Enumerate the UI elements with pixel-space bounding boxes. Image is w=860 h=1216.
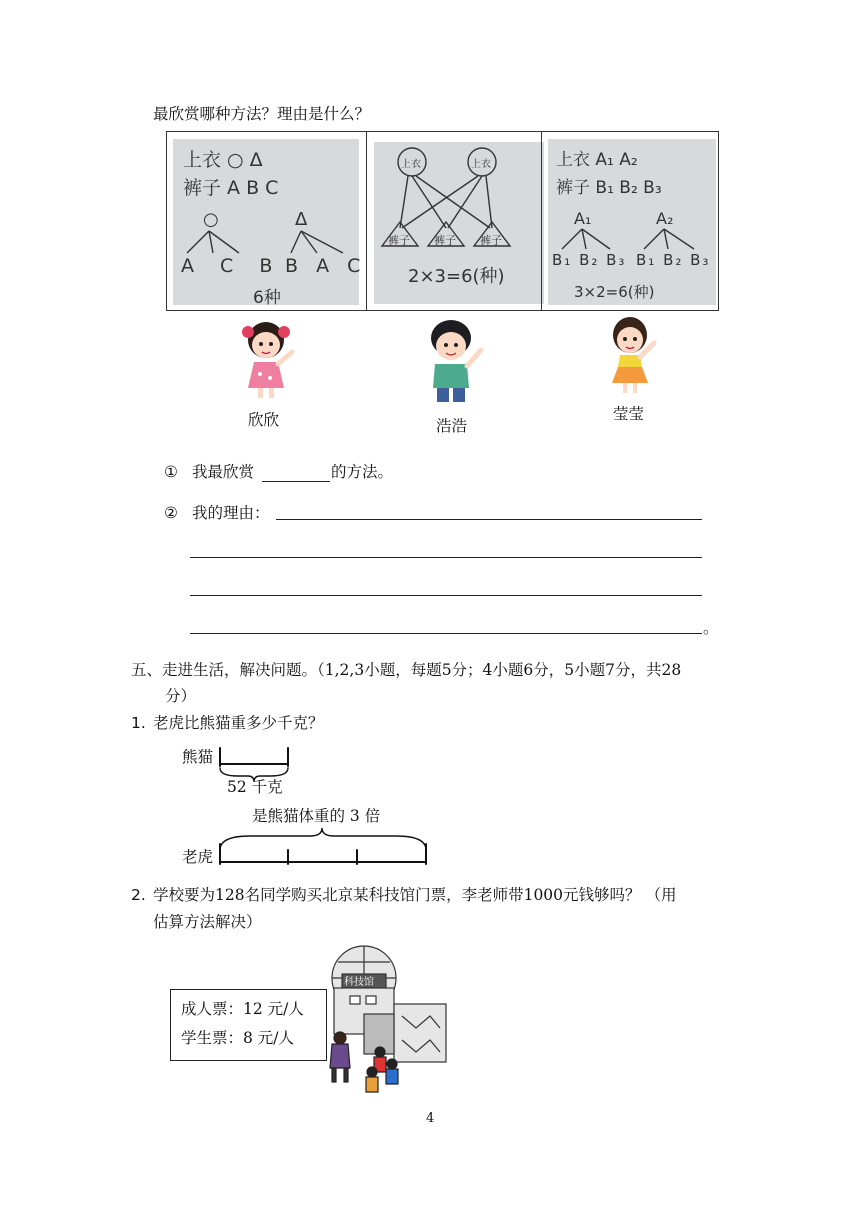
method-photo-yingying: 上衣 A₁ A₂ 裤子 B₁ B₂ B₃ A₁ A₂ B₁ B₂ B₃ B₁ B₂ B₃ 3×2=6(种) bbox=[548, 139, 716, 305]
reason-blank-line-4[interactable] bbox=[190, 633, 702, 634]
favorite-method-blank[interactable] bbox=[262, 481, 330, 482]
student-name-haohao: 浩浩 bbox=[436, 417, 468, 435]
method-cell-haohao bbox=[366, 132, 541, 310]
adult-ticket-price: 成人票：12 元/人 bbox=[181, 1000, 304, 1018]
student-haohao-illustration bbox=[419, 312, 487, 408]
tiger-note: 是熊猫体重的 3 倍 bbox=[252, 807, 381, 825]
student-name-xinxin: 欣欣 bbox=[248, 411, 280, 429]
problem2-number: 2. bbox=[131, 886, 146, 904]
section5-title-line1: 五、走进生活，解决问题。（1,2,3小题，每题5分；4小题6分，5小题7分，共28 bbox=[131, 661, 682, 679]
student-name-yingying: 莹莹 bbox=[613, 405, 645, 423]
page-number: 4 bbox=[426, 1111, 435, 1126]
method-cell-xinxin bbox=[167, 132, 366, 310]
problem1-number: 1. bbox=[131, 714, 146, 732]
reason-end-mark: 。 bbox=[703, 619, 719, 637]
reason-blank-line-2[interactable] bbox=[190, 557, 702, 558]
problem1-text: 老虎比熊猫重多少千克？ bbox=[153, 714, 324, 732]
tree-lines-xinxin bbox=[173, 139, 359, 305]
tiger-brace bbox=[220, 828, 426, 850]
problem2-text-line2: 估算方法解决） bbox=[153, 913, 262, 931]
problem2-text-line1: 学校要为128名同学购买北京某科技馆门票，李老师带1000元钱够吗？ （用 bbox=[153, 886, 677, 904]
question-prompt: 最欣赏哪种方法？理由是什么？ bbox=[153, 105, 371, 123]
panda-weight: 52 千克 bbox=[227, 778, 283, 796]
method-photo-xinxin: 上衣 ○ Δ 裤子 A B C ○ Δ A C B B A C 6种 bbox=[173, 139, 359, 305]
answer-item2-prefix: 我的理由： bbox=[192, 504, 270, 522]
reason-blank-line-3[interactable] bbox=[190, 595, 702, 596]
panda-brace bbox=[220, 768, 288, 782]
student-yingying-illustration bbox=[602, 311, 662, 397]
panda-label: 熊猫 bbox=[182, 748, 214, 766]
section5-title-line2: 分） bbox=[165, 687, 197, 705]
answer-item1-prefix: 我最欣赏 bbox=[192, 463, 255, 481]
ticket-price-box bbox=[170, 989, 327, 1061]
answer-item1-suffix: 的方法。 bbox=[331, 463, 394, 481]
method-photo-haohao: 上衣 上衣 裤子 裤子 裤子 2×3=6(种) bbox=[374, 142, 544, 304]
method-cell-yingying bbox=[541, 132, 720, 310]
student-ticket-price: 学生票：8 元/人 bbox=[181, 1029, 295, 1047]
science-museum-illustration bbox=[320, 944, 455, 1104]
answer-item2-number: ② bbox=[164, 504, 178, 522]
answer-item1-number: ① bbox=[164, 463, 178, 481]
museum-sign: 科技馆 bbox=[344, 977, 374, 988]
reason-blank-line-1[interactable] bbox=[276, 519, 702, 520]
segment-diagram bbox=[210, 740, 440, 870]
tiger-label: 老虎 bbox=[182, 848, 214, 866]
student-xinxin-illustration bbox=[236, 316, 300, 404]
methods-table bbox=[166, 131, 719, 311]
